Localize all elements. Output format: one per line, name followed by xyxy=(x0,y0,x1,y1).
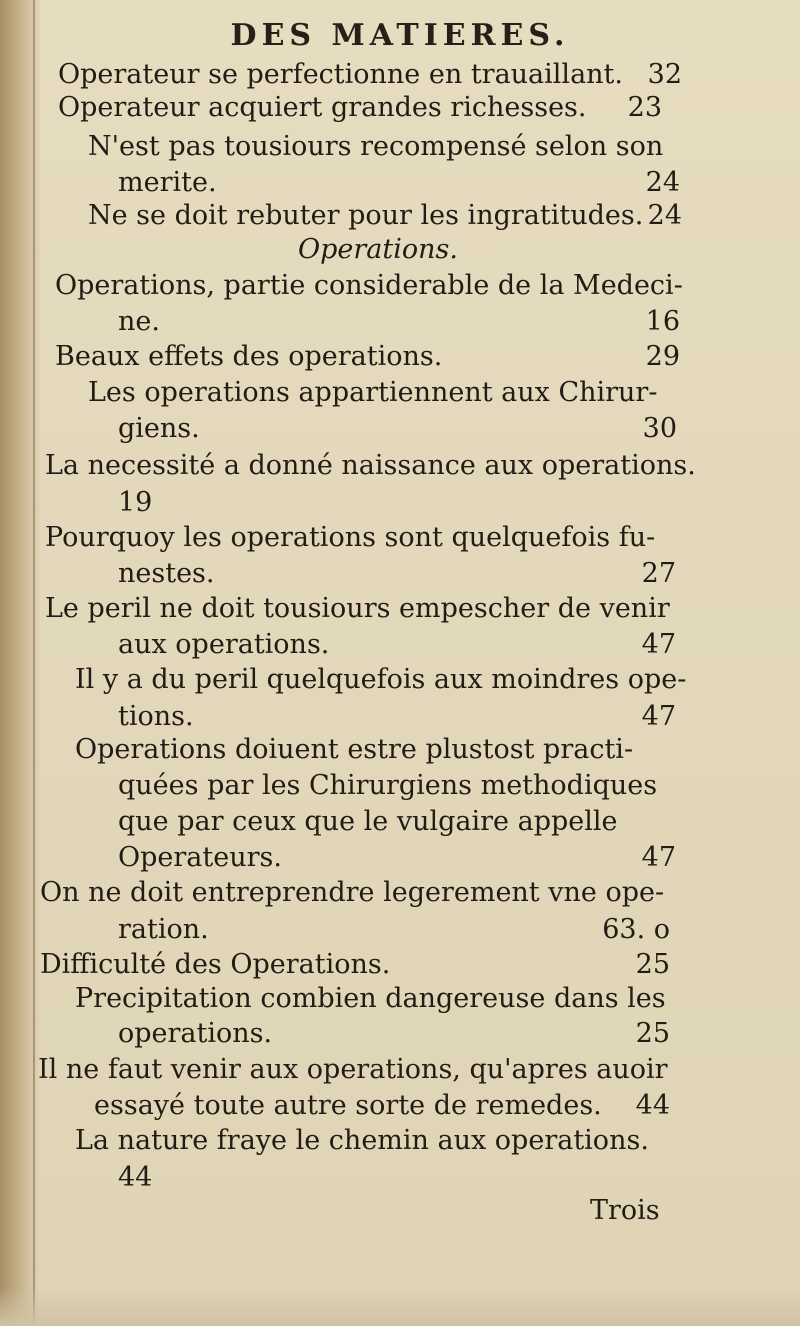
page-number: 29 xyxy=(645,341,680,372)
page-number: 24 xyxy=(645,167,680,198)
index-entry: giens. xyxy=(118,413,200,444)
index-entry: nestes. xyxy=(118,558,215,589)
index-entry: La nature fraye le chemin aux operations. xyxy=(75,1125,649,1156)
index-entry: Il y a du peril quelquefois aux moindres ope- xyxy=(75,664,687,695)
index-entry: Ne se doit rebuter pour les ingratitudes. xyxy=(88,200,644,231)
index-entry: tions. xyxy=(118,701,194,732)
page-number: 27 xyxy=(641,558,676,589)
index-entry: que par ceux que le vulgaire appelle xyxy=(118,806,618,837)
page-number: 47 xyxy=(641,842,676,873)
section-heading: Operations. xyxy=(298,234,458,265)
page-number: 47 xyxy=(641,701,676,732)
index-entry: Operateur se perfectionne en trauaillant. xyxy=(58,59,623,90)
index-entry: Il ne faut venir aux operations, qu'apres auoir xyxy=(38,1054,668,1085)
index-entry: ne. xyxy=(118,306,160,337)
index-entry: Le peril ne doit tousiours empescher de venir xyxy=(45,593,670,624)
index-entry: essayé toute autre sorte de remedes. xyxy=(94,1090,602,1121)
index-entry: ration. xyxy=(118,914,209,945)
index-entry: Pourquoy les operations sont quelquefois fu- xyxy=(45,522,656,553)
page-number: 32 xyxy=(647,59,682,90)
page-number: 30 xyxy=(642,413,677,444)
page-number: 23 xyxy=(627,92,662,123)
index-entry: merite. xyxy=(118,167,217,198)
running-header: DES MATIERES. xyxy=(230,18,570,53)
index-entry: Operateurs. xyxy=(118,842,282,873)
index-entry: Operations doiuent estre plustost practi- xyxy=(75,734,634,765)
page-number: 25 xyxy=(635,1018,670,1049)
index-entry-continuation: 44 xyxy=(118,1162,153,1193)
page-bottom-shadow xyxy=(0,1286,800,1326)
index-entry: Operations, partie considerable de la Medeci- xyxy=(55,270,683,301)
catchword: Trois xyxy=(590,1195,660,1226)
page-number: 24 xyxy=(647,200,682,231)
page-number: 25 xyxy=(635,949,670,980)
index-entry: aux operations. xyxy=(118,629,330,660)
index-entry: N'est pas tousiours recompensé selon son xyxy=(88,131,664,162)
index-entry: operations. xyxy=(118,1018,273,1049)
index-entry: quées par les Chirurgiens methodiques xyxy=(118,770,658,801)
index-entry: Beaux effets des operations. xyxy=(55,341,443,372)
index-entry-continuation: 19 xyxy=(118,487,153,518)
index-entry: Precipitation combien dangereuse dans les xyxy=(75,983,666,1014)
index-entry: Operateur acquiert grandes richesses. xyxy=(58,92,587,123)
index-entry: La necessité a donné naissance aux operations. xyxy=(45,450,696,481)
page-number: 63. o xyxy=(602,914,670,945)
page-number: 44 xyxy=(635,1090,670,1121)
index-entry: Les operations appartiennent aux Chirur- xyxy=(88,377,658,408)
page-number: 47 xyxy=(641,629,676,660)
index-entry: Difficulté des Operations. xyxy=(40,949,391,980)
page-number: 16 xyxy=(645,306,680,337)
index-entry: On ne doit entreprendre legerement vne ope- xyxy=(40,877,665,908)
binding-edge xyxy=(33,0,35,1326)
